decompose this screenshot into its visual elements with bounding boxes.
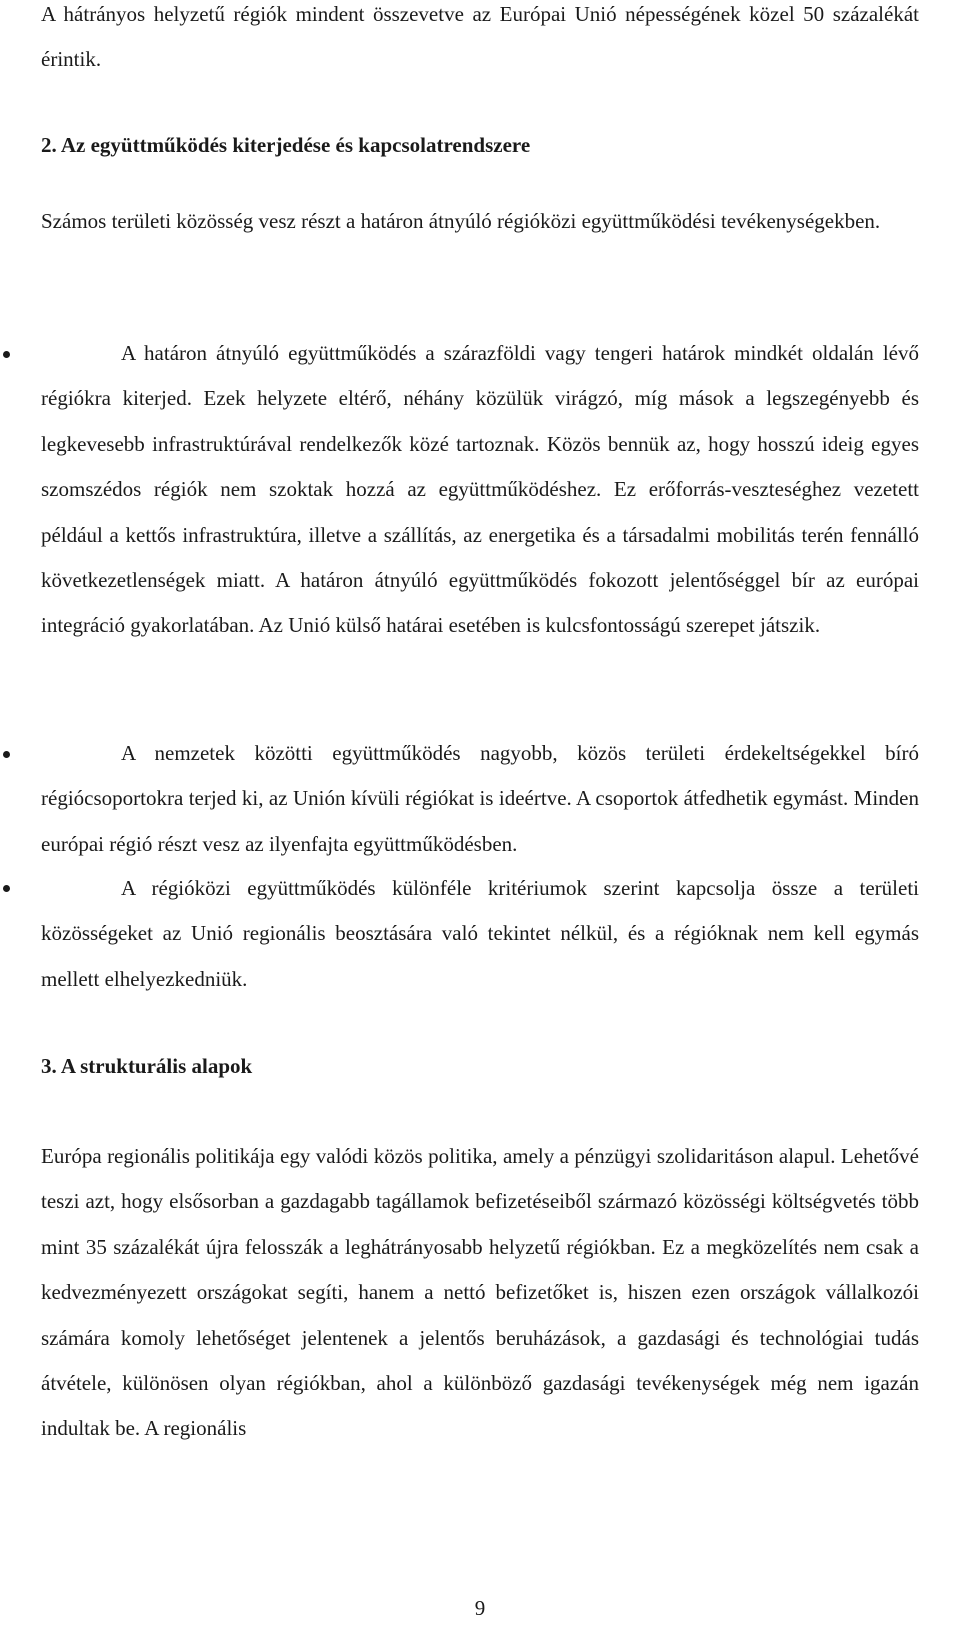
bullet-marker-1: [3, 351, 10, 358]
section-2-heading: 2. Az együttműködés kiterjedése és kapcsolatrendszere: [41, 133, 531, 157]
section-2-body: Számos területi közösség vesz részt a határon átnyúló régióközi együttműködési tevékenységekben.: [41, 209, 881, 233]
page-number: 9: [474, 1596, 486, 1620]
bullet-marker-2: [3, 751, 10, 758]
bullet-paragraph-3: A régióközi együttműködés különféle kritériumok szerint kapcsolja össze a területi közösségeket az Unió regionális beosztására való tekintet nélkül, és a régióknak nem kell egymás mellett elhelyezkedniük.: [41, 876, 919, 991]
section-3-heading: 3. A strukturális alapok: [41, 1054, 253, 1078]
intro-paragraph: A hátrányos helyzetű régiók mindent összevetve az Európai Unió népességének közel 50 százalékát érintik.: [41, 2, 919, 72]
section-3-body: Európa regionális politikája egy valódi közös politika, amely a pénzügyi szolidaritáson alapul. Lehetővé teszi azt, hogy elsősorban a gazdagabb tagállamok befizetéseiből származó közösségi költségvetés több mint 35 százalékát újra felosszák a leghátrányosabb helyzetű régiókban. Ez a megközelítés nem csak a kedvezményezett országokat segíti, hanem a nettó befizetőket is, hiszen ezen országok vállalkozói számára komoly lehetőséget jelentenek a jelentős beruházások, a gazdasági és technológiai tudás átvétele, különösen olyan régiókban, ahol a különböző gazdasági tevékenységek még nem igazán indultak be. A regionális: [41, 1144, 919, 1441]
bullet-marker-3: [3, 885, 10, 892]
bullet-paragraph-1: A határon átnyúló együttműködés a szárazföldi vagy tengeri határok mindkét oldalán lévő régiókra kiterjed. Ezek helyzete eltérő, néhány közülük virágzó, míg mások a legszegényebb és legkevesebb infrastruktúrával rendelkezők közé tartoznak. Közös bennük az, hogy hosszú ideig egyes szomszédos régiók nem szoktak hozzá az együttműködéshez. Ez erőforrás-veszteséghez vezetett például a kettős infrastruktúra, illetve a szállítás, az energetika és a társadalmi mobilitás terén fennálló következetlenségek miatt. A határon átnyúló együttműködés fokozott jelentőséggel bír az európai integráció gyakorlatában. Az Unió külső határai esetében is kulcsfontosságú szerepet játszik.: [41, 341, 919, 638]
bullet-paragraph-2: A nemzetek közötti együttműködés nagyobb, közös területi érdekeltségekkel bíró régiócsoportokra terjed ki, az Unión kívüli régiókat is ideértve. A csoportok átfedhetik egymást. Minden európai régió részt vesz az ilyenfajta együttműködésben.: [41, 741, 919, 856]
